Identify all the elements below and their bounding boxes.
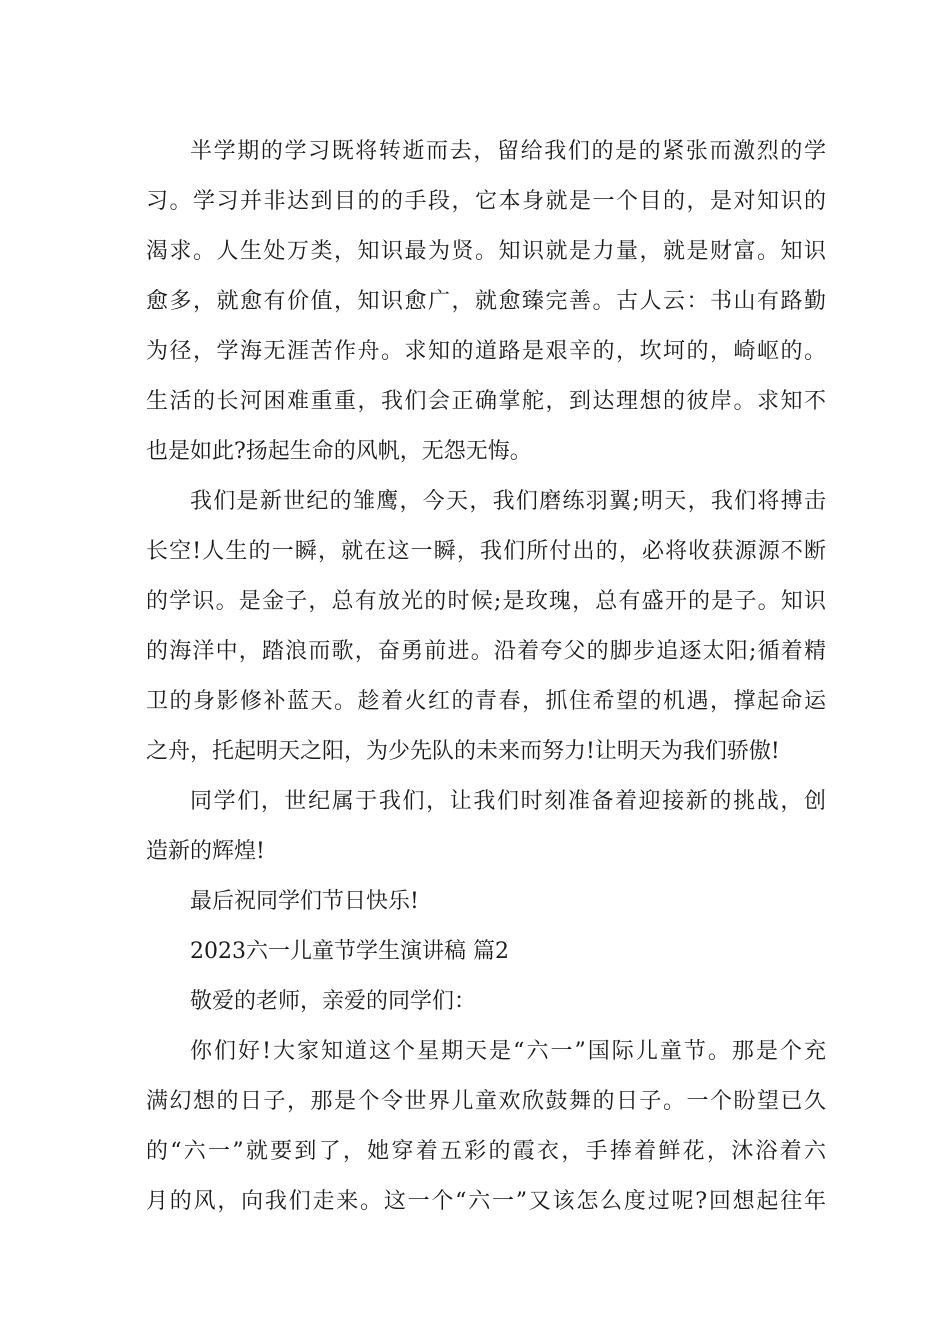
text-line: 你们好!大家知道这个星期天是“六一”国际儿童节。那是个充 [190, 1039, 826, 1064]
text-line: 卫的身影修补蓝天。趁着火红的青春，抓住希望的机遇，撑起命运 [146, 689, 826, 714]
text-line: 为径，学海无涯苦作舟。求知的道路是艰辛的，坎坷的，崎岖的。 [146, 339, 826, 364]
text-line: 也是如此?扬起生命的风帆，无怨无悔。 [146, 439, 532, 464]
text-line: 渴求。人生处万类，知识最为贤。知识就是力量，就是财富。知识 [146, 239, 826, 264]
text-line: 愈多，就愈有价值，知识愈广，就愈臻完善。古人云：书山有路勤 [146, 289, 826, 314]
text-line: 生活的长河困难重重，我们会正确掌舵，到达理想的彼岸。求知不 [146, 389, 826, 414]
text-line: 之舟，托起明天之阳，为少先队的未来而努力!让明天为我们骄傲! [146, 739, 780, 764]
text-line: 半学期的学习既将转逝而去，留给我们的是的紧张而激烈的学 [190, 139, 826, 164]
text-line: 造新的辉煌! [146, 839, 265, 864]
text-line: 月的风，向我们走来。这一个“六一”又该怎么度过呢?回想起往年 [146, 1189, 826, 1214]
section-heading: 2023六一儿童节学生演讲稿 篇2 [190, 939, 509, 964]
text-line: 的海洋中，踏浪而歌，奋勇前进。沿着夸父的脚步追逐太阳;循着精 [146, 639, 826, 664]
text-line: 的“六一”就要到了，她穿着五彩的霞衣，手捧着鲜花，沐浴着六 [146, 1139, 826, 1164]
text-line: 长空!人生的一瞬，就在这一瞬，我们所付出的，必将收获源源不断 [146, 539, 826, 564]
text-line: 我们是新世纪的雏鹰，今天，我们磨练羽翼;明天，我们将搏击 [190, 489, 826, 514]
text-line: 习。学习并非达到目的的手段，它本身就是一个目的，是对知识的 [146, 189, 826, 214]
text-line: 最后祝同学们节日快乐! [190, 889, 419, 914]
text-line: 满幻想的日子，那是个令世界儿童欢欣鼓舞的日子。一个盼望已久 [146, 1089, 826, 1114]
salutation: 敬爱的老师，亲爱的同学们： [190, 989, 477, 1014]
text-line: 的学识。是金子，总有放光的时候;是玫瑰，总有盛开的是子。知识 [146, 589, 826, 614]
text-line: 同学们，世纪属于我们，让我们时刻准备着迎接新的挑战，创 [190, 789, 826, 814]
